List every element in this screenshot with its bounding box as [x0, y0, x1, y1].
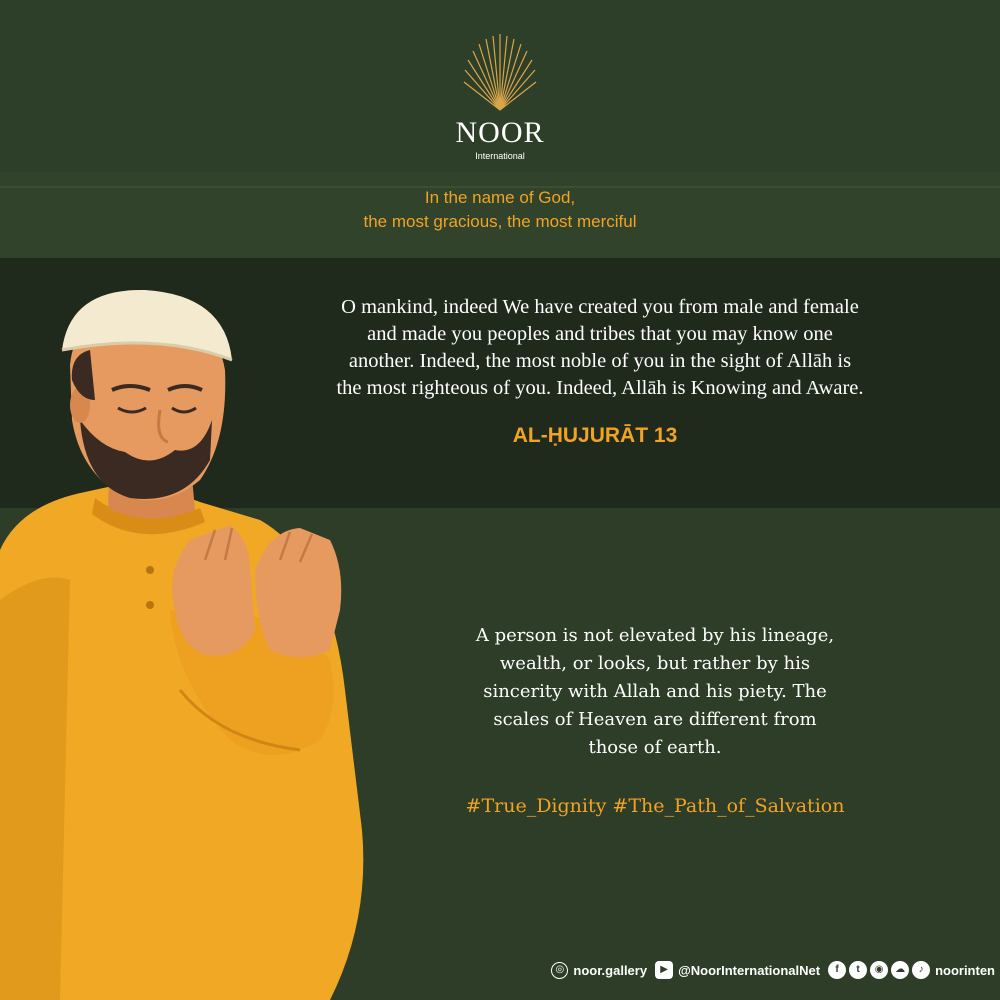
reflection-line: wealth, or looks, but rather by his: [499, 653, 811, 674]
website-text: noor.gallery: [573, 962, 648, 978]
verse-line: the most righteous of you. Indeed, Allāh is Knowing and Aware.: [336, 377, 864, 399]
basmala-line-2: the most gracious, the most merciful: [363, 212, 637, 231]
sunburst-logo-icon: [460, 30, 540, 114]
instagram-icon[interactable]: ◉: [870, 961, 888, 979]
reflection-line: sincerity with Allah and his piety. The: [483, 681, 827, 702]
brand-sub: International: [475, 151, 525, 161]
website-link[interactable]: [551, 962, 647, 979]
social-links[interactable]: [828, 961, 995, 979]
verse-line: O mankind, indeed We have created you from male and female: [341, 296, 859, 318]
youtube-text: @NoorInternationalNet: [678, 962, 821, 978]
soundcloud-icon[interactable]: ☁: [891, 961, 909, 979]
reflection-line: scales of Heaven are different from: [493, 709, 817, 730]
reflection-line: A person is not elevated by his lineage,: [475, 625, 835, 646]
noor-logo: [440, 30, 560, 161]
youtube-icon: ▶: [655, 961, 673, 979]
reflection-line: those of earth.: [588, 737, 722, 758]
tiktok-icon[interactable]: ♪: [912, 961, 930, 979]
verse-line: another. Indeed, the most noble of you in the sight of Allāh is: [348, 350, 852, 372]
twitter-icon[interactable]: t: [849, 961, 867, 979]
facebook-icon[interactable]: f: [828, 961, 846, 979]
globe-icon: ◎: [551, 962, 568, 979]
basmala: [250, 186, 750, 234]
youtube-link[interactable]: [655, 961, 820, 979]
brand-name: NOOR: [455, 116, 545, 149]
verse-reference: AL-ḤUJURĀT 13: [512, 424, 678, 447]
footer-contacts: [430, 958, 995, 982]
verse-line: and made you peoples and tribes that you may know one: [367, 323, 833, 345]
praying-man-illustration: [0, 270, 440, 1000]
reflection-text: [420, 622, 890, 762]
social-handle: noorinten: [935, 962, 995, 978]
hashtags[interactable]: #True_Dignity #The_Path_of_Salvation: [465, 795, 845, 817]
basmala-line-1: In the name of God,: [424, 188, 576, 207]
